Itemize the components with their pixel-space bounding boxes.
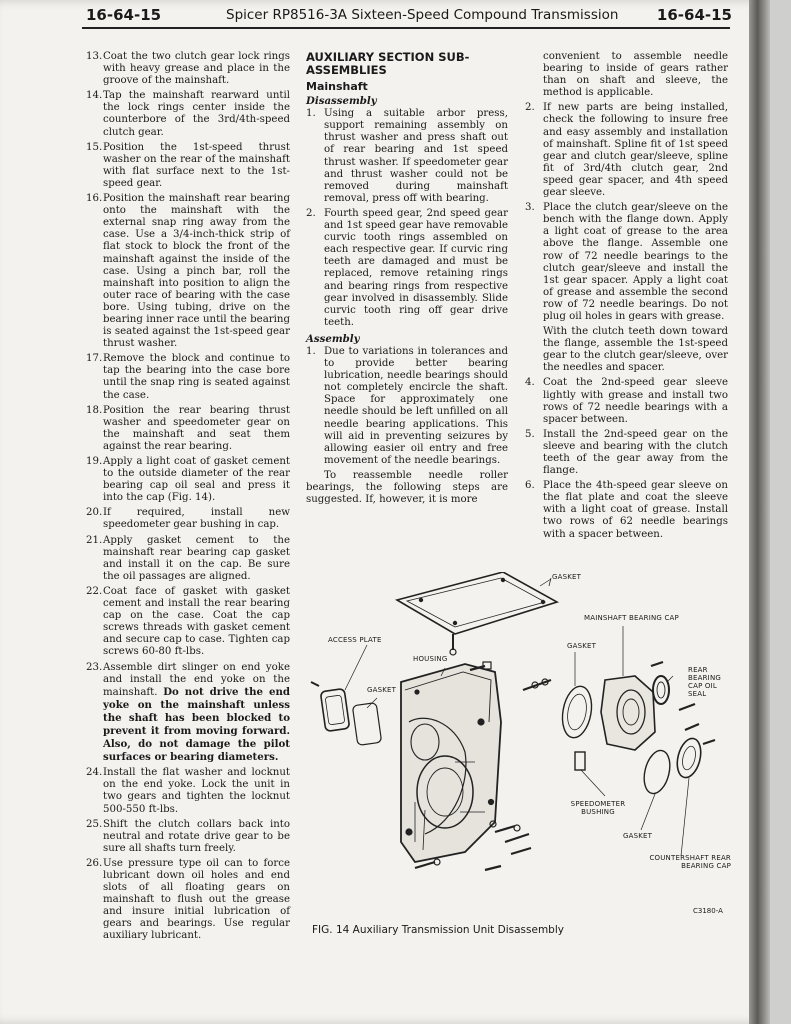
label-housing: HOUSING (413, 655, 448, 663)
assembly-step-6: 6. Place the 4th-speed gear sleeve on the flat plate and coat the sleeve with a light coat of grease. Install two rows of 62 needle bearings with a spacer between. (525, 480, 728, 540)
figure-caption: FIG. 14 Auxiliary Transmission Unit Disassembly (312, 924, 564, 936)
subsection-heading: Mainshaft (306, 80, 368, 93)
label-speedometer-bushing: SPEEDOMETER BUSHING (570, 800, 626, 816)
assembly-step-2: 2. If new parts are being installed, check the following to insure free and easy assembly and installation of mainshaft. Spline fit of 1st speed gear and clutch gear/sleeve, spline fit of 3rd/4th clutch gear, 2nd speed gear spacer, and 4th speed gear sleeve. (525, 102, 728, 199)
disassembly-heading: Disassembly (306, 95, 377, 108)
label-gasket-bottom: GASKET (623, 832, 653, 840)
step-22: 22. Coat face of gasket with gasket cement and install the rear bearing cap on the case. Coat the cap screws threads with gasket cement and secure cap to case. Tighten cap screws 60-80 ft-lbs. (86, 585, 290, 658)
label-gasket-left: GASKET (367, 686, 397, 694)
section-heading: AUXILIARY SECTION SUB-ASSEMBLIES (306, 50, 470, 77)
continued-paragraph: convenient to assemble needle bearing to inside of gears rather than on shaft and sleeve, the method is applicable. (543, 51, 728, 99)
step-23: 23. Assemble dirt slinger on end yoke and install the end yoke on the mainshaft. Do not drive the end yoke on the mainshaft unless the shaft has been blocked to prevent it from moving forward. Also, do not damage the pilot surfaces or bearing diameters. (86, 661, 290, 764)
figure-code: C3180-A (693, 907, 723, 915)
label-rear-bearing-cap-oil-seal: REAR BEARING CAP OIL SEAL (688, 666, 722, 698)
label-gasket-top: GASKET (552, 573, 582, 581)
step-19: 19. Apply a light coat of gasket cement to the outside diameter of the rear bearing cap oil seal and press it into the cap (Fig. 14). (86, 456, 290, 504)
step-24: 24. Install the flat washer and locknut on the end yoke. Lock the unit in two gears and tighten the locknut 500-550 ft-lbs. (86, 767, 290, 815)
step-18: 18. Position the rear bearing thrust washer and speedometer gear on the mainshaft and seat them against the rear bearing. (86, 404, 290, 452)
step-13: 13. Coat the two clutch gear lock rings with heavy grease and place in the groove of the mainshaft. (86, 51, 290, 87)
step-21: 21. Apply gasket cement to the mainshaft rear bearing cap gasket and install it on the cap. Be sure the oil passages are aligned. (86, 534, 290, 582)
step-26: 26. Use pressure type oil can to force lubricant down oil holes and end slots of all floating gears on mainshaft to flush out the grease and insure initial lubrication of gears and bearings. Use regular auxiliary lubricant. (86, 857, 290, 942)
disassembly-step-2: 2. Fourth speed gear, 2nd speed gear and 1st speed gear have removable curvic tooth rings assembled on each respective gear. If curvic ring teeth are damaged and must be replaced, remove retaining rings and bearing rings from respective gear involved in disassembly. Slide curvic tooth ring off gear drive teeth. (306, 207, 508, 328)
page-title: Spicer RP8516-3A Sixteen-Speed Compound Transmission (226, 7, 619, 23)
label-mainshaft-bearing-cap: MAINSHAFT BEARING CAP (584, 614, 679, 622)
step-25: 25. Shift the clutch collars back into neutral and rotate drive gear to be sure all shafts turn freely. (86, 818, 290, 854)
column-1 (86, 51, 290, 946)
disassembly-step-1: 1. Using a suitable arbor press, support remaining assembly on thrust washer and press shaft out of rear bearing and 1st speed thrust washer. If speedometer gear and thrust washer could not be removed during mainshaft removal, press off with bearing. (306, 108, 508, 204)
header-rule (82, 27, 730, 29)
assembly-heading: Assembly (306, 332, 360, 345)
step-20: 20. If required, install new speedometer gear bushing in cap. (86, 507, 290, 531)
label-countershaft-rear-bearing-cap: COUNTERSHAFT REAR BEARING CAP (649, 854, 731, 870)
step-16: 16. Position the mainshaft rear bearing onto the mainshaft with the external snap ring away from the case. Use a 3/4-inch-thick strip of flat stock to block the front of the mainshaft against the inside of the case. Using a pinch bar, roll the mainshaft into position to align the outer race of bearing with the case bore. Using tubing, drive on the bearing inner race until the bearing is seated against the 1st-speed gear thrust washer. (86, 193, 290, 350)
step-17: 17. Remove the block and continue to tap the bearing into the case bore until the snap ring is seated against the case. (86, 353, 290, 401)
assembly-step-5: 5. Install the 2nd-speed gear on the sleeve and bearing with the clutch teeth of the gear away from the flange. (525, 428, 728, 477)
label-gasket-mid: GASKET (567, 642, 597, 650)
label-access-plate: ACCESS PLATE (328, 636, 382, 644)
step-23-warning: Do not drive the end yoke on the mainshaft unless the shaft has been blocked to prevent it from moving forward. Also, do not damage the pilot surfaces or bearing diameters. (103, 685, 290, 764)
step-14: 14. Tap the mainshaft rearward until the lock rings center inside the counterbore of the 3rd/4th-speed clutch gear. (86, 90, 290, 138)
reassembly-paragraph: To reassemble needle roller bearings, the following steps are suggested. If, however, it is more (306, 469, 508, 506)
figure-14 (305, 572, 730, 912)
page-number-left: 16-64-15 (86, 6, 162, 24)
assembly-step-4: 4. Coat the 2nd-speed gear sleeve lightly with grease and install two rows of 72 needle bearings with a spacer between. (525, 377, 728, 425)
page-number-right: 16-64-15 (656, 6, 732, 24)
column-2 (306, 51, 508, 506)
page-header (78, 6, 732, 28)
assembly-step-1: 1. Due to variations in tolerances and to provide better bearing lubrication, needle bearings should not completely encircle the shaft. Space for approximately one needle should be left unfilled on all needle bearing applications. This will aid in preventing seizures by allowing easier oil entry and free movement of the needle bearings. (306, 345, 508, 466)
page-edge-shadow (749, 0, 770, 1024)
step-15: 15. Position the 1st-speed thrust washer on the rear of the mainshaft with flat surface next to the 1st-speed gear. (86, 141, 290, 189)
assembly-step-3-continued: With the clutch teeth down toward the flange, assemble the 1st-speed gear to the clutch gear/sleeve, over the needles and spacer. (543, 326, 728, 374)
column-3 (525, 51, 728, 544)
assembly-step-3: 3. Place the clutch gear/sleeve on the bench with the flange down. Apply a light coat of grease to the area above the flange. Assemble one row of 72 needle bearings to the clutch gear/sleeve and install the 1st gear spacer. Apply a light coat of grease and assemble the second row of 72 needle bearings. Do not plug oil holes in gears with grease. (525, 202, 728, 322)
